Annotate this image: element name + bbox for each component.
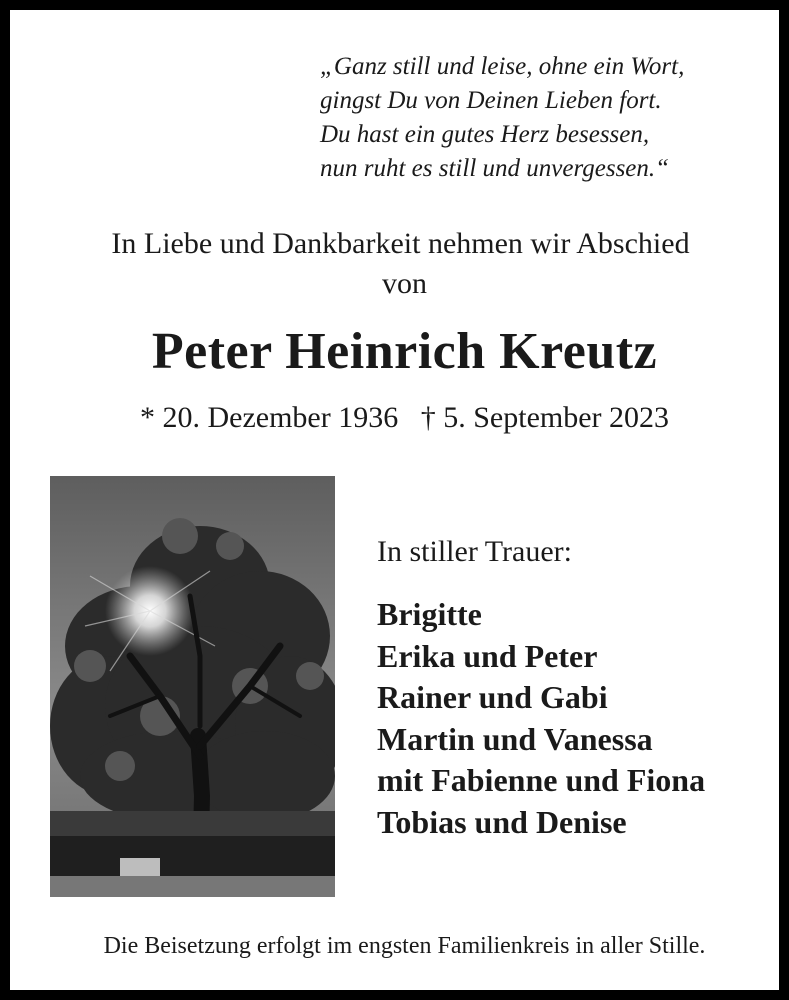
farewell-intro-line: von <box>382 267 427 300</box>
poem-line: gingst Du von Deinen Lieben fort. <box>320 87 662 114</box>
life-dates <box>10 398 789 438</box>
poem-line: „Ganz still und leise, ohne ein Wort, <box>320 53 685 80</box>
mourner-name: Tobias und Denise <box>377 803 627 840</box>
mourner-name: Martin und Vanessa <box>377 720 653 757</box>
poem-line: Du hast ein gutes Herz besessen, <box>320 121 650 148</box>
mourner-name: Rainer und Gabi <box>377 679 608 715</box>
mourner-name: mit Fabienne und Fiona <box>377 762 706 798</box>
birth-date: * 20. Dezember 1936 <box>139 401 399 434</box>
farewell-intro <box>10 224 789 304</box>
tree-image <box>50 476 335 897</box>
death-date: † 5. September 2023 <box>420 401 670 434</box>
mourner-name: Erika und Peter <box>377 637 598 674</box>
poem-line: nun ruht es still und unvergessen.“ <box>320 155 670 182</box>
tree-photo <box>50 476 335 897</box>
mourner-name: Brigitte <box>377 596 482 632</box>
mourner-list <box>377 594 705 843</box>
mourning-label: In stiller Trauer: <box>377 535 572 568</box>
burial-notice: Die Beisetzung erfolgt im engsten Familienkreis in aller Stille. <box>103 933 706 959</box>
deceased-name: Peter Heinrich Kreutz <box>151 323 658 380</box>
farewell-intro-line: In Liebe und Dankbarkeit nehmen wir Abschied <box>111 227 690 260</box>
memorial-poem <box>320 50 780 186</box>
